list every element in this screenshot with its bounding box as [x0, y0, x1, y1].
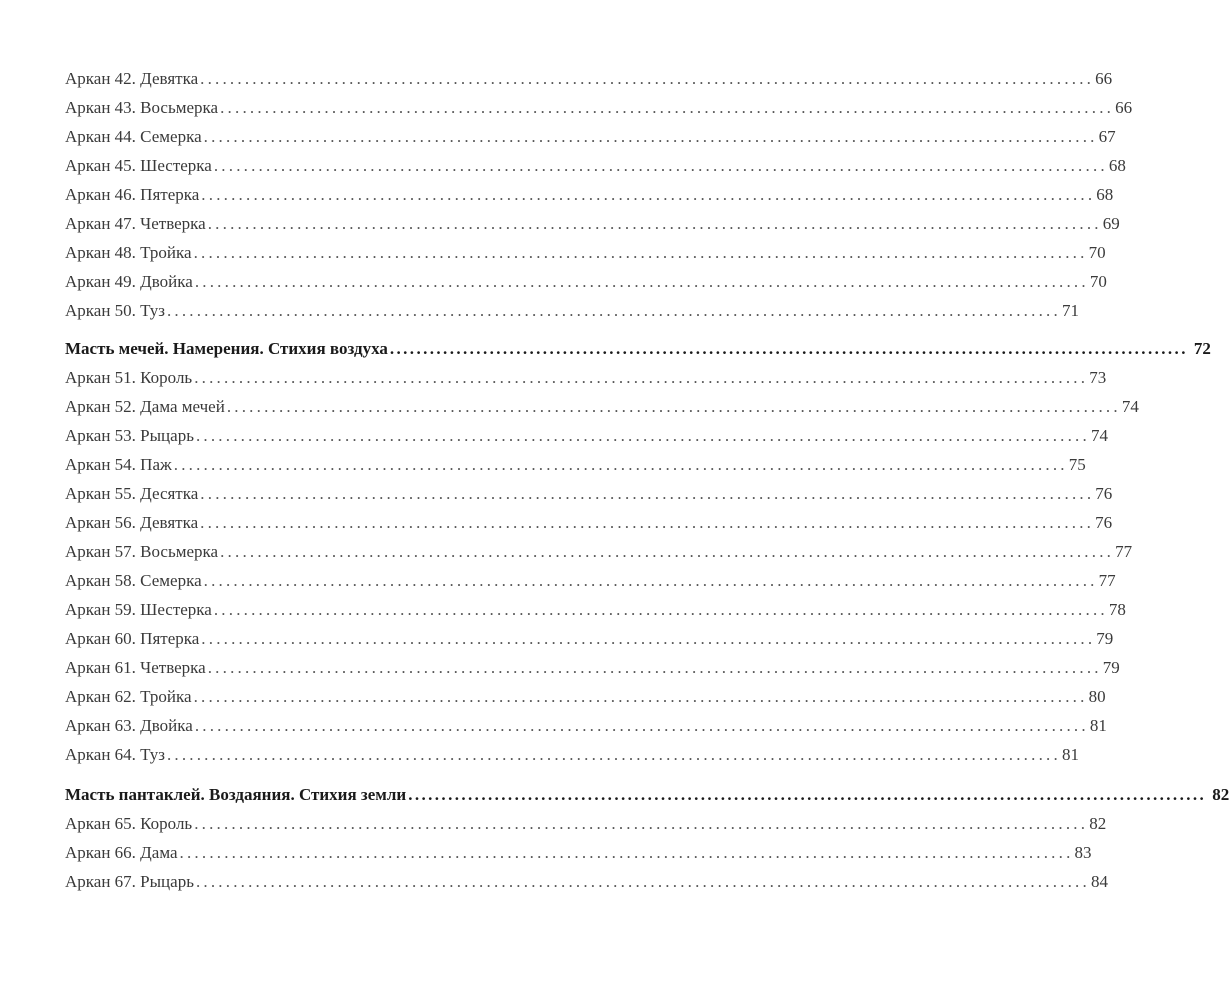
- dot-leader: ........................................................................................................................: [195, 426, 1090, 445]
- toc-entry-page: 76: [1095, 484, 1113, 503]
- section-heading-swords: [65, 335, 1211, 363]
- toc-entry-title: Аркан 57. Восьмерка: [65, 542, 219, 561]
- dot-leader: ........................................................................................................................: [200, 69, 1095, 88]
- toc-entry-title: Аркан 50. Туз: [65, 301, 165, 320]
- toc-entry-page: 75: [1068, 455, 1086, 474]
- toc-entry: [65, 740, 1079, 769]
- dot-leader: ........................................................................................................................: [194, 814, 1089, 833]
- dot-leader: ........................................................................................................................: [408, 785, 1207, 804]
- toc-entry-title: Аркан 63. Двойка: [65, 716, 193, 735]
- toc-entry-page: 66: [1095, 69, 1113, 88]
- dot-leader: ........................................................................................................................: [166, 745, 1061, 764]
- toc-entry-title: Аркан 66. Дама: [65, 843, 178, 862]
- toc-entry-title: Аркан 42. Девятка: [65, 69, 199, 88]
- toc-entry-title: Аркан 59. Шестерка: [65, 600, 212, 619]
- toc-entry-title: Аркан 67. Рыцарь: [65, 872, 194, 891]
- toc-entry-title: Аркан 60. Пятерка: [65, 629, 200, 648]
- dot-leader: ........................................................................................................................: [220, 542, 1115, 561]
- toc-entry-title: Аркан 47. Четверка: [65, 214, 206, 233]
- toc-entry-page: 82: [1089, 814, 1107, 833]
- toc-entry-title: Аркан 44. Семерка: [65, 127, 202, 146]
- toc-entry: [65, 421, 1108, 450]
- toc-entry: [65, 508, 1113, 537]
- toc-entry: [65, 809, 1107, 838]
- toc-entry-page: 71: [1061, 301, 1079, 320]
- toc-entry-title: Аркан 55. Десятка: [65, 484, 199, 503]
- toc-entry-title: Аркан 52. Дама мечей: [65, 397, 225, 416]
- toc-entry-title: Аркан 53. Рыцарь: [65, 426, 194, 445]
- toc-entry: [65, 296, 1079, 325]
- toc-entry-title: Аркан 46. Пятерка: [65, 185, 200, 204]
- toc-entry: [65, 450, 1086, 479]
- toc-entry-page: 81: [1089, 716, 1107, 735]
- toc-entry: [65, 682, 1106, 711]
- toc-entry: [65, 180, 1114, 209]
- toc-entry-title: Аркан 49. Двойка: [65, 272, 193, 291]
- toc-entry-page: 67: [1098, 127, 1116, 146]
- toc-entry: [65, 479, 1113, 508]
- toc-entry: [65, 267, 1107, 296]
- toc-entry-title: Аркан 56. Девятка: [65, 513, 199, 532]
- toc-entry: [65, 624, 1114, 653]
- table-of-contents: [65, 64, 1229, 896]
- toc-entry-title: Аркан 61. Четверка: [65, 658, 206, 677]
- dot-leader: ........................................................................................................................: [179, 843, 1074, 862]
- toc-entry: [65, 711, 1107, 740]
- toc-entry: [65, 838, 1092, 867]
- dot-leader: ........................................................................................................................: [173, 455, 1068, 474]
- dot-leader: ........................................................................................................................: [201, 629, 1096, 648]
- dot-leader: ........................................................................................................................: [203, 571, 1098, 590]
- dot-leader: ........................................................................................................................: [200, 484, 1095, 503]
- toc-entry-page: 81: [1061, 745, 1079, 764]
- dot-leader: ........................................................................................................................: [193, 687, 1088, 706]
- dot-leader: ........................................................................................................................: [389, 339, 1188, 358]
- toc-entry-title: Аркан 48. Тройка: [65, 243, 192, 262]
- dot-leader: ........................................................................................................................: [207, 214, 1102, 233]
- toc-entry: [65, 363, 1107, 392]
- toc-entry-page: 66: [1115, 98, 1133, 117]
- toc-entry-title: Аркан 65. Король: [65, 814, 193, 833]
- toc-entry-title: Аркан 43. Восьмерка: [65, 98, 219, 117]
- toc-entry-page: 78: [1108, 600, 1126, 619]
- toc-entry-page: 68: [1108, 156, 1126, 175]
- section-heading-page: 72: [1193, 339, 1211, 358]
- dot-leader: ........................................................................................................................: [226, 397, 1121, 416]
- toc-entry-page: 73: [1089, 368, 1107, 387]
- dot-leader: ........................................................................................................................: [195, 872, 1090, 891]
- toc-entry: [65, 64, 1113, 93]
- toc-entry-page: 84: [1090, 872, 1108, 891]
- toc-entry-page: 77: [1098, 571, 1116, 590]
- dot-leader: ........................................................................................................................: [201, 185, 1096, 204]
- toc-entry: [65, 93, 1133, 122]
- toc-entry: [65, 566, 1116, 595]
- dot-leader: ........................................................................................................................: [220, 98, 1115, 117]
- dot-leader: ........................................................................................................................: [200, 513, 1095, 532]
- toc-entry: [65, 867, 1108, 896]
- toc-entry-page: 70: [1089, 272, 1107, 291]
- section-heading-pentacles: [65, 781, 1229, 809]
- toc-entry: [65, 595, 1126, 624]
- toc-entry-title: Аркан 54. Паж: [65, 455, 172, 474]
- toc-entry-title: Аркан 51. Король: [65, 368, 193, 387]
- dot-leader: ........................................................................................................................: [193, 243, 1088, 262]
- toc-entry-title: Аркан 62. Тройка: [65, 687, 192, 706]
- dot-leader: ........................................................................................................................: [166, 301, 1061, 320]
- toc-entry-page: 79: [1096, 629, 1114, 648]
- toc-entry-page: 74: [1121, 397, 1139, 416]
- dot-leader: ........................................................................................................................: [194, 716, 1089, 735]
- section-heading-title: Масть пантаклей. Воздаяния. Стихия земли: [65, 785, 407, 804]
- toc-entry: [65, 238, 1106, 267]
- toc-entry-page: 69: [1102, 214, 1120, 233]
- toc-entry-page: 76: [1095, 513, 1113, 532]
- toc-entry-title: Аркан 64. Туз: [65, 745, 165, 764]
- toc-entry: [65, 209, 1120, 238]
- dot-leader: ........................................................................................................................: [207, 658, 1102, 677]
- toc-entry: [65, 392, 1139, 421]
- dot-leader: ........................................................................................................................: [194, 272, 1089, 291]
- section-heading-page: 82: [1212, 785, 1229, 804]
- toc-entry: [65, 122, 1116, 151]
- dot-leader: ........................................................................................................................: [213, 156, 1108, 175]
- toc-entry-page: 74: [1090, 426, 1108, 445]
- toc-entry: [65, 151, 1126, 180]
- toc-entry-page: 70: [1088, 243, 1106, 262]
- toc-entry-page: 83: [1074, 843, 1092, 862]
- toc-entry-title: Аркан 45. Шестерка: [65, 156, 212, 175]
- section-heading-title: Масть мечей. Намерения. Стихия воздуха: [65, 339, 388, 358]
- toc-entry-page: 77: [1115, 542, 1133, 561]
- toc-entry-page: 68: [1096, 185, 1114, 204]
- dot-leader: ........................................................................................................................: [194, 368, 1089, 387]
- toc-entry-page: 79: [1102, 658, 1120, 677]
- toc-entry-page: 80: [1088, 687, 1106, 706]
- dot-leader: ........................................................................................................................: [203, 127, 1098, 146]
- toc-entry: [65, 653, 1120, 682]
- dot-leader: ........................................................................................................................: [213, 600, 1108, 619]
- toc-entry: [65, 537, 1133, 566]
- toc-entry-title: Аркан 58. Семерка: [65, 571, 202, 590]
